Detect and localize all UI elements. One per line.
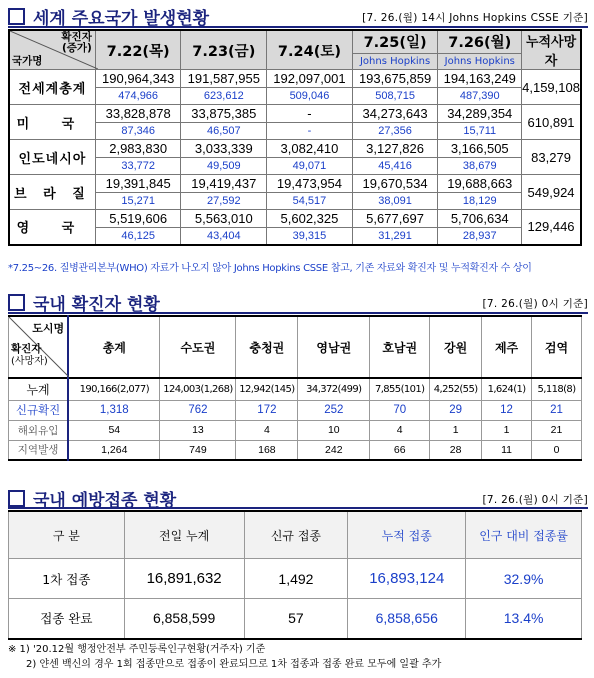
corner-header	[9, 316, 69, 378]
cases-value: 19,473,954	[267, 175, 353, 193]
cumulative-value: 5,118(8)	[532, 378, 582, 400]
checkbox-square-icon	[8, 294, 25, 311]
cases-value: 5,602,325	[267, 210, 353, 228]
increase-value: 508,715	[352, 88, 438, 105]
source-label: Johns Hopkins	[438, 53, 522, 69]
cumulative-value: 7,855(101)	[370, 378, 430, 400]
cases-value: 19,670,534	[352, 175, 438, 193]
cumulative-value: 124,003(1,268)	[160, 378, 236, 400]
vacc-prev-value: 6,858,599	[124, 599, 244, 639]
source-label: Johns Hopkins	[352, 53, 438, 69]
cases-value: 19,688,663	[438, 175, 522, 193]
increase-value: 39,315	[267, 228, 353, 245]
corner-mid-label: (증가)	[61, 42, 92, 54]
deaths-value: 610,891	[522, 105, 581, 140]
world-cases-table	[8, 29, 582, 246]
region-header: 호남권	[370, 316, 430, 378]
increase-value: 54,517	[267, 193, 353, 210]
section1-title-text: 세계 주요국가 발생현황	[33, 9, 210, 29]
vacc-header: 누적 접종	[348, 511, 466, 559]
section1-divider	[8, 26, 588, 28]
region-header: 영남권	[298, 316, 370, 378]
vacc-total-value: 16,893,124	[348, 559, 466, 599]
country-name: 전세계총계	[9, 70, 95, 105]
new-cases-value: 252	[298, 400, 370, 420]
imported-value: 1	[482, 420, 532, 440]
increase-value: 31,291	[352, 228, 438, 245]
region-header: 검역	[532, 316, 582, 378]
vacc-header: 인구 대비 접종률	[466, 511, 582, 559]
deaths-header: 누적사망자	[522, 30, 581, 70]
cases-value: 190,964,343	[95, 70, 181, 88]
region-header: 제주	[482, 316, 532, 378]
imported-value: 54	[68, 420, 160, 440]
increase-value: 46,507	[181, 123, 267, 140]
increase-value: 38,091	[352, 193, 438, 210]
vacc-header: 구 분	[9, 511, 125, 559]
date-header: 7.23(금)	[181, 30, 267, 70]
vacc-new-value: 1,492	[244, 559, 348, 599]
checkbox-square-icon	[8, 490, 25, 507]
cases-value: 192,097,001	[267, 70, 353, 88]
cases-value: 34,273,643	[352, 105, 438, 123]
footnote-1: ※ 1) '20.12월 행정안전부 주민등록인구현황(거주자) 기준	[8, 644, 266, 655]
country-name: 영 국	[9, 210, 95, 245]
cases-value: 2,983,830	[95, 140, 181, 158]
region-header: 수도권	[160, 316, 236, 378]
cases-value: 34,289,354	[438, 105, 522, 123]
cases-value: 3,082,410	[267, 140, 353, 158]
section1-date: [7. 26.(월) 14시 Johns Hopkins CSSE 기준]	[362, 12, 588, 24]
increase-value: 43,404	[181, 228, 267, 245]
region-header: 강원	[430, 316, 482, 378]
corner-header	[9, 30, 95, 70]
corner-top-label: 확진자	[61, 31, 92, 43]
cumulative-value: 12,942(145)	[236, 378, 298, 400]
date-header: 7.22(목)	[95, 30, 181, 70]
imported-value: 13	[160, 420, 236, 440]
local-value: 168	[236, 440, 298, 460]
local-value: 1,264	[68, 440, 160, 460]
domestic-cases-table	[8, 315, 582, 461]
vacc-total-value: 6,858,656	[348, 599, 466, 639]
section3-date: [7. 26.(월) 0시 기준]	[482, 494, 588, 506]
date-header: 7.25(일)	[352, 30, 438, 53]
section3-divider	[8, 507, 588, 509]
increase-value: 27,356	[352, 123, 438, 140]
increase-value: 15,271	[95, 193, 181, 210]
cases-value: 5,563,010	[181, 210, 267, 228]
new-cases-value: 29	[430, 400, 482, 420]
local-value: 11	[482, 440, 532, 460]
cases-value: 3,166,505	[438, 140, 522, 158]
increase-value: 87,346	[95, 123, 181, 140]
increase-value: 15,711	[438, 123, 522, 140]
local-value: 28	[430, 440, 482, 460]
deaths-value: 129,446	[522, 210, 581, 245]
imported-value: 4	[370, 420, 430, 440]
increase-value: 487,390	[438, 88, 522, 105]
cases-value: 5,519,606	[95, 210, 181, 228]
checkbox-square-icon	[8, 8, 25, 25]
increase-value: 49,071	[267, 158, 353, 175]
cases-value: 191,587,955	[181, 70, 267, 88]
increase-value: 28,937	[438, 228, 522, 245]
increase-value: 623,612	[181, 88, 267, 105]
increase-value: 46,125	[95, 228, 181, 245]
cases-value: 3,033,339	[181, 140, 267, 158]
date-header: 7.24(토)	[267, 30, 353, 70]
region-header: 총계	[68, 316, 160, 378]
cumulative-value: 190,166(2,077)	[68, 378, 160, 400]
new-cases-value: 1,318	[68, 400, 160, 420]
vacc-header: 전일 누계	[124, 511, 244, 559]
region-header: 충청권	[236, 316, 298, 378]
increase-value: 49,509	[181, 158, 267, 175]
local-value: 749	[160, 440, 236, 460]
cases-value: 19,391,845	[95, 175, 181, 193]
increase-value: 474,966	[95, 88, 181, 105]
footnote-2: 2) 얀센 백신의 경우 1회 접종만으로 접종이 완료되므로 1차 접종과 접종 완료 모두에 일괄 추가	[26, 659, 442, 670]
imported-value: 21	[532, 420, 582, 440]
cases-value: 33,875,385	[181, 105, 267, 123]
increase-value: 27,592	[181, 193, 267, 210]
increase-value: 509,046	[267, 88, 353, 105]
increase-value: 18,129	[438, 193, 522, 210]
section2-title-text: 국내 확진자 현황	[33, 295, 160, 315]
deaths-value: 549,924	[522, 175, 581, 210]
vacc-rate-value: 32.9%	[466, 559, 582, 599]
vacc-rate-value: 13.4%	[466, 599, 582, 639]
new-cases-value: 70	[370, 400, 430, 420]
local-value: 0	[532, 440, 582, 460]
cumulative-value: 4,252(55)	[430, 378, 482, 400]
new-cases-value: 172	[236, 400, 298, 420]
country-name: 미 국	[9, 105, 95, 140]
new-cases-value: 12	[482, 400, 532, 420]
imported-value: 1	[430, 420, 482, 440]
section2-date: [7. 26.(월) 0시 기준]	[482, 298, 588, 310]
cumulative-value: 34,372(499)	[298, 378, 370, 400]
row-label: 누계	[9, 378, 69, 400]
increase-value: 33,772	[95, 158, 181, 175]
corner-bottom-label: 국가명	[12, 55, 43, 67]
imported-value: 4	[236, 420, 298, 440]
vaccination-table	[8, 510, 582, 640]
local-value: 66	[370, 440, 430, 460]
section2-divider	[8, 312, 588, 314]
vacc-prev-value: 16,891,632	[124, 559, 244, 599]
new-cases-value: 21	[532, 400, 582, 420]
row-label: 해외유입	[9, 420, 69, 440]
country-name: 인도네시아	[9, 140, 95, 175]
cases-value: 194,163,249	[438, 70, 522, 88]
deaths-value: 4,159,108	[522, 70, 581, 105]
local-value: 242	[298, 440, 370, 460]
cases-value: 193,675,859	[352, 70, 438, 88]
corner-bottom-label: (사망자)	[11, 356, 48, 367]
row-label: 지역발생	[9, 440, 69, 460]
section3-title-text: 국내 예방접종 현황	[33, 491, 177, 511]
cumulative-value: 1,624(1)	[482, 378, 532, 400]
vacc-row-label: 접종 완료	[9, 599, 125, 639]
cases-value: 19,419,437	[181, 175, 267, 193]
vacc-header: 신규 접종	[244, 511, 348, 559]
increase-value: 38,679	[438, 158, 522, 175]
corner-mid-label: 확진자	[11, 343, 42, 355]
corner-top-label: 도시명	[32, 322, 65, 335]
increase-value: -	[267, 123, 353, 140]
cases-value: 3,127,826	[352, 140, 438, 158]
section1-note: *7.25~26. 질병관리본부(WHO) 자료가 나오지 않아 Johns Hopkins CSSE 참고, 기존 자료와 확진자 및 누적확진자 수 상이	[8, 263, 532, 274]
vacc-row-label: 1차 접종	[9, 559, 125, 599]
cases-value: 5,677,697	[352, 210, 438, 228]
deaths-value: 83,279	[522, 140, 581, 175]
vacc-new-value: 57	[244, 599, 348, 639]
imported-value: 10	[298, 420, 370, 440]
cases-value: -	[267, 105, 353, 123]
cases-value: 5,706,634	[438, 210, 522, 228]
increase-value: 45,416	[352, 158, 438, 175]
cases-value: 33,828,878	[95, 105, 181, 123]
country-name: 브 라 질	[9, 175, 95, 210]
date-header: 7.26(월)	[438, 30, 522, 53]
new-cases-value: 762	[160, 400, 236, 420]
row-label: 신규확진	[9, 400, 69, 420]
